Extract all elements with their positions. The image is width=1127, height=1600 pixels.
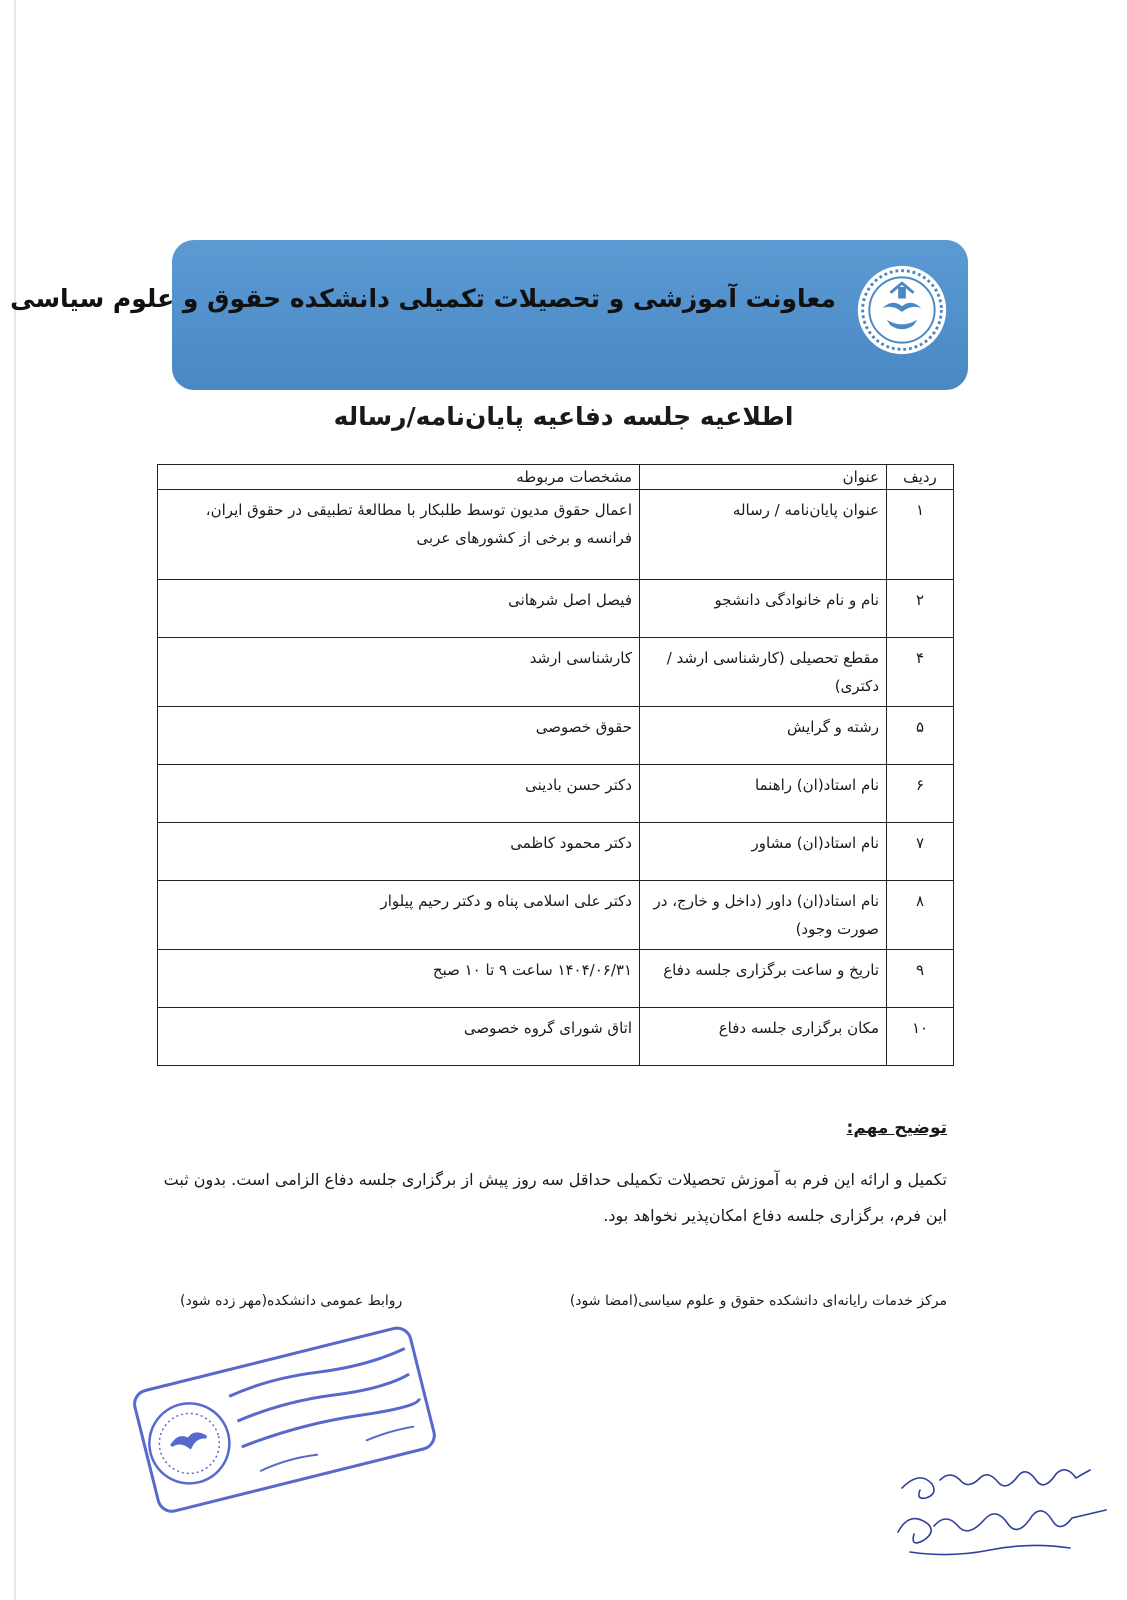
row-details: دکتر علی اسلامی پناه و دکتر رحیم پیلوار [158,881,640,950]
note-body: تکمیل و ارائه این فرم به آموزش تحصیلات تکمیلی حداقل سه روز پیش از برگزاری جلسه دفاع الزامی است. بدون ثبت این فرم، برگزاری جلسه دفاع امکان‌پذیر نخواهد بود. [163,1170,947,1225]
defense-info-table [157,464,954,1066]
row-details: کارشناسی ارشد [158,638,640,707]
row-number: ۸ [887,881,954,950]
row-title: عنوان پایان‌نامه / رساله [640,490,887,580]
table-row [158,765,954,823]
row-title: نام استاد(ان) راهنما [640,765,887,823]
row-details: اعمال حقوق مدیون توسط طلبکار با مطالعهٔ تطبیقی در حقوق ایران، فرانسه و برخی از کشورهای عربی [158,490,640,580]
row-details: اتاق شورای گروه خصوصی [158,1008,640,1066]
row-number: ۲ [887,580,954,638]
row-title: نام و نام خانوادگی دانشجو [640,580,887,638]
table-row [158,881,954,950]
row-title: نام استاد(ان) داور (داخل و خارج، در صورت وجود) [640,881,887,950]
table-row [158,823,954,881]
table-header-row [158,465,954,490]
handwritten-signature-icon [880,1440,1110,1580]
table-row [158,580,954,638]
row-number: ۱ [887,490,954,580]
row-number: ۴ [887,638,954,707]
row-title: مکان برگزاری جلسه دفاع [640,1008,887,1066]
table-row [158,1008,954,1066]
table-row [158,490,954,580]
header-title: معاونت آموزشی و تحصیلات تکمیلی دانشکده حقوق و علوم سیاسی [10,284,836,313]
row-details: ۱۴۰۴/۰۶/۳۱ ساعت ۹ تا ۱۰ صبح [158,950,640,1008]
public-relations-stamp-icon [128,1318,438,1518]
row-details: دکتر حسن بادینی [158,765,640,823]
row-title: تاریخ و ساعت برگزاری جلسه دفاع [640,950,887,1008]
it-center-signature-label: مرکز خدمات رایانه‌ای دانشکده حقوق و علوم سیاسی(امضا شود) [569,1293,947,1309]
row-number: ۶ [887,765,954,823]
row-number: ۹ [887,950,954,1008]
header-details: مشخصات مربوطه [158,465,640,490]
row-title: مقطع تحصیلی (کارشناسی ارشد / دکتری) [640,638,887,707]
page-scan-edge [14,0,16,1600]
row-number: ۷ [887,823,954,881]
table-row [158,638,954,707]
row-details: دکتر محمود کاظمی [158,823,640,881]
row-details: حقوق خصوصی [158,707,640,765]
note-heading: توضیح مهم: [846,1118,947,1138]
university-of-tehran-logo-icon [854,262,950,358]
header-row-number: ردیف [887,465,954,490]
document-title: اطلاعیه جلسه دفاعیه پایان‌نامه/رساله [333,402,794,431]
row-number: ۱۰ [887,1008,954,1066]
public-relations-stamp-label: روابط عمومی دانشکده(مهر زده شود) [180,1293,403,1309]
table-row [158,950,954,1008]
header-band [10,240,968,390]
row-title: نام استاد(ان) مشاور [640,823,887,881]
row-details: فیصل اصل شرهانی [158,580,640,638]
header-title: عنوان [640,465,887,490]
row-number: ۵ [887,707,954,765]
row-title: رشته و گرایش [640,707,887,765]
table-row [158,707,954,765]
